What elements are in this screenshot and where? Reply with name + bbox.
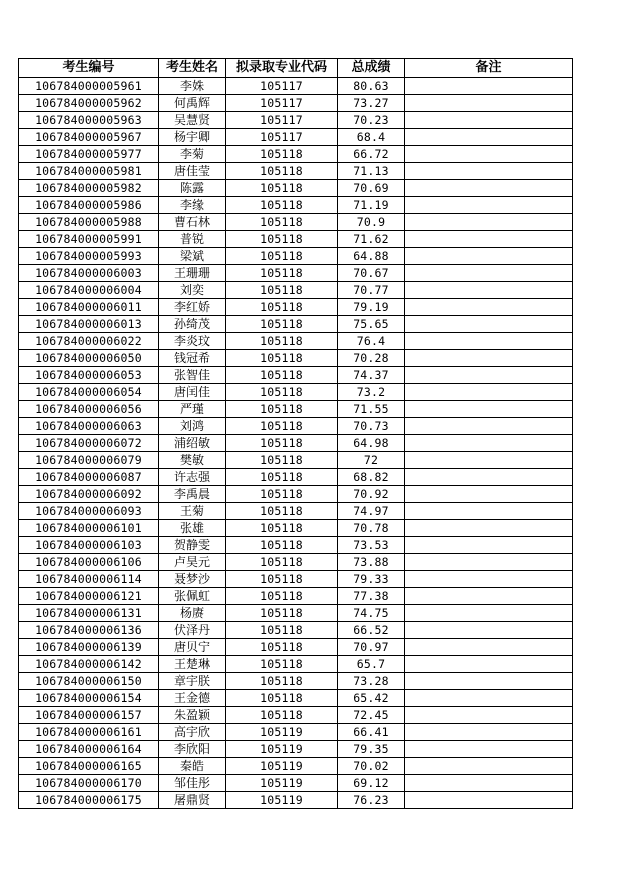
cell-major-code: 105118	[226, 248, 338, 265]
cell-major-code: 105118	[226, 350, 338, 367]
cell-candidate-id: 106784000006170	[19, 775, 159, 792]
cell-remarks	[405, 231, 573, 248]
cell-candidate-id: 106784000006072	[19, 435, 159, 452]
cell-candidate-name: 普锐	[159, 231, 226, 248]
cell-remarks	[405, 605, 573, 622]
cell-candidate-name: 李姝	[159, 78, 226, 95]
cell-remarks	[405, 758, 573, 775]
header-candidate-name: 考生姓名	[159, 59, 226, 78]
cell-total-score: 70.73	[338, 418, 405, 435]
cell-major-code: 105117	[226, 78, 338, 95]
cell-total-score: 70.02	[338, 758, 405, 775]
cell-major-code: 105117	[226, 129, 338, 146]
cell-remarks	[405, 384, 573, 401]
cell-major-code: 105118	[226, 503, 338, 520]
cell-remarks	[405, 265, 573, 282]
cell-total-score: 79.35	[338, 741, 405, 758]
table-row	[19, 401, 573, 418]
cell-major-code: 105117	[226, 112, 338, 129]
cell-remarks	[405, 282, 573, 299]
cell-remarks	[405, 435, 573, 452]
cell-remarks	[405, 622, 573, 639]
table-row	[19, 724, 573, 741]
cell-major-code: 105117	[226, 95, 338, 112]
cell-candidate-name: 李菊	[159, 146, 226, 163]
cell-candidate-id: 106784000006050	[19, 350, 159, 367]
table-row	[19, 418, 573, 435]
cell-candidate-name: 王珊珊	[159, 265, 226, 282]
table-row	[19, 452, 573, 469]
cell-candidate-id: 106784000005977	[19, 146, 159, 163]
cell-major-code: 105118	[226, 571, 338, 588]
cell-major-code: 105119	[226, 792, 338, 809]
cell-candidate-name: 吴慧贤	[159, 112, 226, 129]
cell-remarks	[405, 690, 573, 707]
table-row	[19, 316, 573, 333]
table-row	[19, 520, 573, 537]
table-row	[19, 571, 573, 588]
cell-candidate-id: 106784000006093	[19, 503, 159, 520]
cell-major-code: 105118	[226, 537, 338, 554]
cell-candidate-name: 卢昊元	[159, 554, 226, 571]
cell-major-code: 105118	[226, 707, 338, 724]
cell-major-code: 105119	[226, 758, 338, 775]
cell-candidate-name: 朱盈颖	[159, 707, 226, 724]
cell-remarks	[405, 129, 573, 146]
cell-candidate-id: 106784000005988	[19, 214, 159, 231]
cell-candidate-id: 106784000006063	[19, 418, 159, 435]
cell-remarks	[405, 673, 573, 690]
table-row	[19, 350, 573, 367]
cell-total-score: 66.72	[338, 146, 405, 163]
table-row	[19, 707, 573, 724]
cell-candidate-id: 106784000005993	[19, 248, 159, 265]
cell-remarks	[405, 554, 573, 571]
cell-candidate-name: 伏泽丹	[159, 622, 226, 639]
cell-remarks	[405, 571, 573, 588]
cell-candidate-id: 106784000006103	[19, 537, 159, 554]
table-row	[19, 367, 573, 384]
table-row	[19, 639, 573, 656]
cell-candidate-name: 杨赓	[159, 605, 226, 622]
table-row	[19, 605, 573, 622]
cell-candidate-name: 李炎玟	[159, 333, 226, 350]
table-row	[19, 537, 573, 554]
cell-remarks	[405, 418, 573, 435]
cell-total-score: 65.42	[338, 690, 405, 707]
cell-candidate-id: 106784000006139	[19, 639, 159, 656]
cell-candidate-name: 李欣阳	[159, 741, 226, 758]
cell-total-score: 76.4	[338, 333, 405, 350]
table-row	[19, 758, 573, 775]
table-row	[19, 503, 573, 520]
cell-remarks	[405, 316, 573, 333]
cell-remarks	[405, 248, 573, 265]
cell-major-code: 105118	[226, 520, 338, 537]
cell-remarks	[405, 299, 573, 316]
table-row	[19, 690, 573, 707]
cell-major-code: 105118	[226, 401, 338, 418]
cell-candidate-name: 高宇欣	[159, 724, 226, 741]
cell-remarks	[405, 214, 573, 231]
table-row	[19, 384, 573, 401]
cell-major-code: 105118	[226, 180, 338, 197]
cell-remarks	[405, 95, 573, 112]
header-total-score: 总成绩	[338, 59, 405, 78]
cell-candidate-id: 106784000006175	[19, 792, 159, 809]
cell-total-score: 73.88	[338, 554, 405, 571]
cell-candidate-id: 106784000006004	[19, 282, 159, 299]
cell-candidate-id: 106784000006101	[19, 520, 159, 537]
cell-remarks	[405, 469, 573, 486]
cell-major-code: 105118	[226, 656, 338, 673]
cell-major-code: 105118	[226, 588, 338, 605]
cell-total-score: 70.78	[338, 520, 405, 537]
cell-total-score: 69.12	[338, 775, 405, 792]
cell-total-score: 71.13	[338, 163, 405, 180]
cell-remarks	[405, 350, 573, 367]
cell-candidate-name: 梁斌	[159, 248, 226, 265]
table-row	[19, 95, 573, 112]
cell-major-code: 105118	[226, 435, 338, 452]
header-candidate-id: 考生编号	[19, 59, 159, 78]
cell-candidate-id: 106784000006157	[19, 707, 159, 724]
cell-candidate-id: 106784000005991	[19, 231, 159, 248]
cell-remarks	[405, 197, 573, 214]
cell-major-code: 105118	[226, 282, 338, 299]
cell-remarks	[405, 163, 573, 180]
cell-candidate-id: 106784000006142	[19, 656, 159, 673]
table-row	[19, 197, 573, 214]
cell-candidate-name: 陈露	[159, 180, 226, 197]
header-remarks: 备注	[405, 59, 573, 78]
cell-remarks	[405, 180, 573, 197]
cell-candidate-id: 106784000006131	[19, 605, 159, 622]
cell-major-code: 105118	[226, 163, 338, 180]
table-row	[19, 656, 573, 673]
cell-total-score: 70.28	[338, 350, 405, 367]
cell-major-code: 105118	[226, 622, 338, 639]
cell-major-code: 105119	[226, 741, 338, 758]
table-row	[19, 622, 573, 639]
admission-score-table	[18, 58, 573, 809]
table-row	[19, 180, 573, 197]
cell-remarks	[405, 333, 573, 350]
cell-total-score: 70.97	[338, 639, 405, 656]
table-row	[19, 112, 573, 129]
cell-candidate-name: 秦皓	[159, 758, 226, 775]
cell-candidate-name: 章宇朕	[159, 673, 226, 690]
cell-major-code: 105118	[226, 554, 338, 571]
table-row	[19, 129, 573, 146]
cell-candidate-name: 何禹辉	[159, 95, 226, 112]
cell-total-score: 64.88	[338, 248, 405, 265]
cell-total-score: 65.7	[338, 656, 405, 673]
cell-major-code: 105118	[226, 367, 338, 384]
cell-major-code: 105119	[226, 724, 338, 741]
cell-total-score: 70.92	[338, 486, 405, 503]
cell-total-score: 72.45	[338, 707, 405, 724]
cell-remarks	[405, 775, 573, 792]
cell-candidate-name: 唐贝宁	[159, 639, 226, 656]
cell-candidate-id: 106784000005982	[19, 180, 159, 197]
cell-candidate-id: 106784000005967	[19, 129, 159, 146]
cell-candidate-name: 张佩虹	[159, 588, 226, 605]
header-major-code: 拟录取专业代码	[226, 59, 338, 78]
table-row	[19, 163, 573, 180]
cell-candidate-name: 刘鸿	[159, 418, 226, 435]
cell-candidate-name: 李缘	[159, 197, 226, 214]
cell-candidate-id: 106784000006079	[19, 452, 159, 469]
cell-remarks	[405, 112, 573, 129]
cell-candidate-name: 杨宇卿	[159, 129, 226, 146]
cell-total-score: 74.75	[338, 605, 405, 622]
cell-total-score: 79.19	[338, 299, 405, 316]
cell-candidate-id: 106784000006022	[19, 333, 159, 350]
table-row	[19, 741, 573, 758]
cell-remarks	[405, 401, 573, 418]
cell-total-score: 70.69	[338, 180, 405, 197]
cell-candidate-id: 106784000006164	[19, 741, 159, 758]
cell-candidate-id: 106784000006165	[19, 758, 159, 775]
cell-total-score: 73.2	[338, 384, 405, 401]
cell-candidate-name: 屠鼎贤	[159, 792, 226, 809]
cell-remarks	[405, 486, 573, 503]
table-row	[19, 792, 573, 809]
cell-candidate-name: 孙绮茂	[159, 316, 226, 333]
cell-candidate-name: 邹佳彤	[159, 775, 226, 792]
cell-total-score: 66.52	[338, 622, 405, 639]
cell-candidate-id: 106784000006013	[19, 316, 159, 333]
cell-candidate-name: 王金德	[159, 690, 226, 707]
cell-candidate-name: 王菊	[159, 503, 226, 520]
cell-candidate-id: 106784000006003	[19, 265, 159, 282]
cell-major-code: 105118	[226, 265, 338, 282]
cell-candidate-id: 106784000006154	[19, 690, 159, 707]
cell-remarks	[405, 452, 573, 469]
cell-candidate-name: 许志强	[159, 469, 226, 486]
cell-candidate-name: 唐佳莹	[159, 163, 226, 180]
cell-candidate-id: 106784000005981	[19, 163, 159, 180]
cell-total-score: 66.41	[338, 724, 405, 741]
cell-total-score: 70.9	[338, 214, 405, 231]
cell-major-code: 105118	[226, 452, 338, 469]
cell-candidate-id: 106784000005962	[19, 95, 159, 112]
table-row	[19, 248, 573, 265]
table-header	[19, 59, 573, 78]
table-row	[19, 299, 573, 316]
table-row	[19, 673, 573, 690]
cell-candidate-name: 唐闰佳	[159, 384, 226, 401]
table-row	[19, 775, 573, 792]
cell-total-score: 64.98	[338, 435, 405, 452]
cell-candidate-id: 106784000006121	[19, 588, 159, 605]
cell-major-code: 105118	[226, 231, 338, 248]
table-row	[19, 78, 573, 95]
cell-total-score: 70.23	[338, 112, 405, 129]
cell-total-score: 70.67	[338, 265, 405, 282]
cell-remarks	[405, 520, 573, 537]
table-row	[19, 214, 573, 231]
cell-total-score: 68.4	[338, 129, 405, 146]
cell-candidate-id: 106784000006106	[19, 554, 159, 571]
cell-total-score: 71.55	[338, 401, 405, 418]
cell-major-code: 105118	[226, 418, 338, 435]
cell-candidate-id: 106784000006150	[19, 673, 159, 690]
cell-candidate-id: 106784000006161	[19, 724, 159, 741]
cell-candidate-name: 聂梦沙	[159, 571, 226, 588]
table-row	[19, 486, 573, 503]
cell-total-score: 74.37	[338, 367, 405, 384]
cell-total-score: 79.33	[338, 571, 405, 588]
cell-remarks	[405, 707, 573, 724]
cell-candidate-name: 曹石林	[159, 214, 226, 231]
cell-total-score: 77.38	[338, 588, 405, 605]
cell-candidate-id: 106784000005961	[19, 78, 159, 95]
cell-total-score: 80.63	[338, 78, 405, 95]
cell-major-code: 105118	[226, 690, 338, 707]
cell-candidate-id: 106784000006054	[19, 384, 159, 401]
table-row	[19, 231, 573, 248]
cell-candidate-name: 李禹晨	[159, 486, 226, 503]
cell-candidate-id: 106784000005986	[19, 197, 159, 214]
cell-major-code: 105118	[226, 486, 338, 503]
cell-candidate-id: 106784000006092	[19, 486, 159, 503]
cell-remarks	[405, 741, 573, 758]
cell-total-score: 71.62	[338, 231, 405, 248]
table-row	[19, 554, 573, 571]
cell-remarks	[405, 78, 573, 95]
cell-remarks	[405, 639, 573, 656]
table-row	[19, 146, 573, 163]
table-row	[19, 435, 573, 452]
cell-total-score: 73.53	[338, 537, 405, 554]
cell-total-score: 71.19	[338, 197, 405, 214]
cell-total-score: 76.23	[338, 792, 405, 809]
cell-remarks	[405, 537, 573, 554]
table-row	[19, 333, 573, 350]
cell-total-score: 70.77	[338, 282, 405, 299]
table-row	[19, 469, 573, 486]
cell-candidate-name: 钱冠希	[159, 350, 226, 367]
table-row	[19, 265, 573, 282]
cell-major-code: 105118	[226, 333, 338, 350]
cell-remarks	[405, 503, 573, 520]
cell-major-code: 105118	[226, 316, 338, 333]
cell-total-score: 72	[338, 452, 405, 469]
cell-candidate-id: 106784000006056	[19, 401, 159, 418]
cell-candidate-name: 张智佳	[159, 367, 226, 384]
cell-candidate-name: 樊敏	[159, 452, 226, 469]
cell-major-code: 105118	[226, 469, 338, 486]
cell-total-score: 75.65	[338, 316, 405, 333]
cell-candidate-name: 刘奕	[159, 282, 226, 299]
cell-major-code: 105119	[226, 775, 338, 792]
cell-remarks	[405, 656, 573, 673]
cell-candidate-name: 严瑾	[159, 401, 226, 418]
cell-candidate-id: 106784000006114	[19, 571, 159, 588]
cell-major-code: 105118	[226, 214, 338, 231]
cell-remarks	[405, 792, 573, 809]
cell-remarks	[405, 146, 573, 163]
table-row	[19, 282, 573, 299]
cell-total-score: 73.27	[338, 95, 405, 112]
cell-candidate-name: 王楚琳	[159, 656, 226, 673]
table-row	[19, 588, 573, 605]
cell-major-code: 105118	[226, 673, 338, 690]
cell-candidate-id: 106784000006087	[19, 469, 159, 486]
cell-major-code: 105118	[226, 605, 338, 622]
cell-candidate-name: 李红娇	[159, 299, 226, 316]
cell-remarks	[405, 724, 573, 741]
cell-major-code: 105118	[226, 146, 338, 163]
cell-remarks	[405, 588, 573, 605]
cell-total-score: 73.28	[338, 673, 405, 690]
cell-candidate-id: 106784000005963	[19, 112, 159, 129]
cell-major-code: 105118	[226, 384, 338, 401]
cell-candidate-name: 贺静雯	[159, 537, 226, 554]
cell-candidate-name: 张雄	[159, 520, 226, 537]
cell-candidate-name: 浦绍敏	[159, 435, 226, 452]
cell-candidate-id: 106784000006053	[19, 367, 159, 384]
cell-total-score: 74.97	[338, 503, 405, 520]
cell-remarks	[405, 367, 573, 384]
table-body	[19, 78, 573, 809]
header-row	[19, 59, 573, 78]
cell-major-code: 105118	[226, 197, 338, 214]
cell-candidate-id: 106784000006136	[19, 622, 159, 639]
cell-candidate-id: 106784000006011	[19, 299, 159, 316]
cell-major-code: 105118	[226, 639, 338, 656]
cell-total-score: 68.82	[338, 469, 405, 486]
cell-major-code: 105118	[226, 299, 338, 316]
